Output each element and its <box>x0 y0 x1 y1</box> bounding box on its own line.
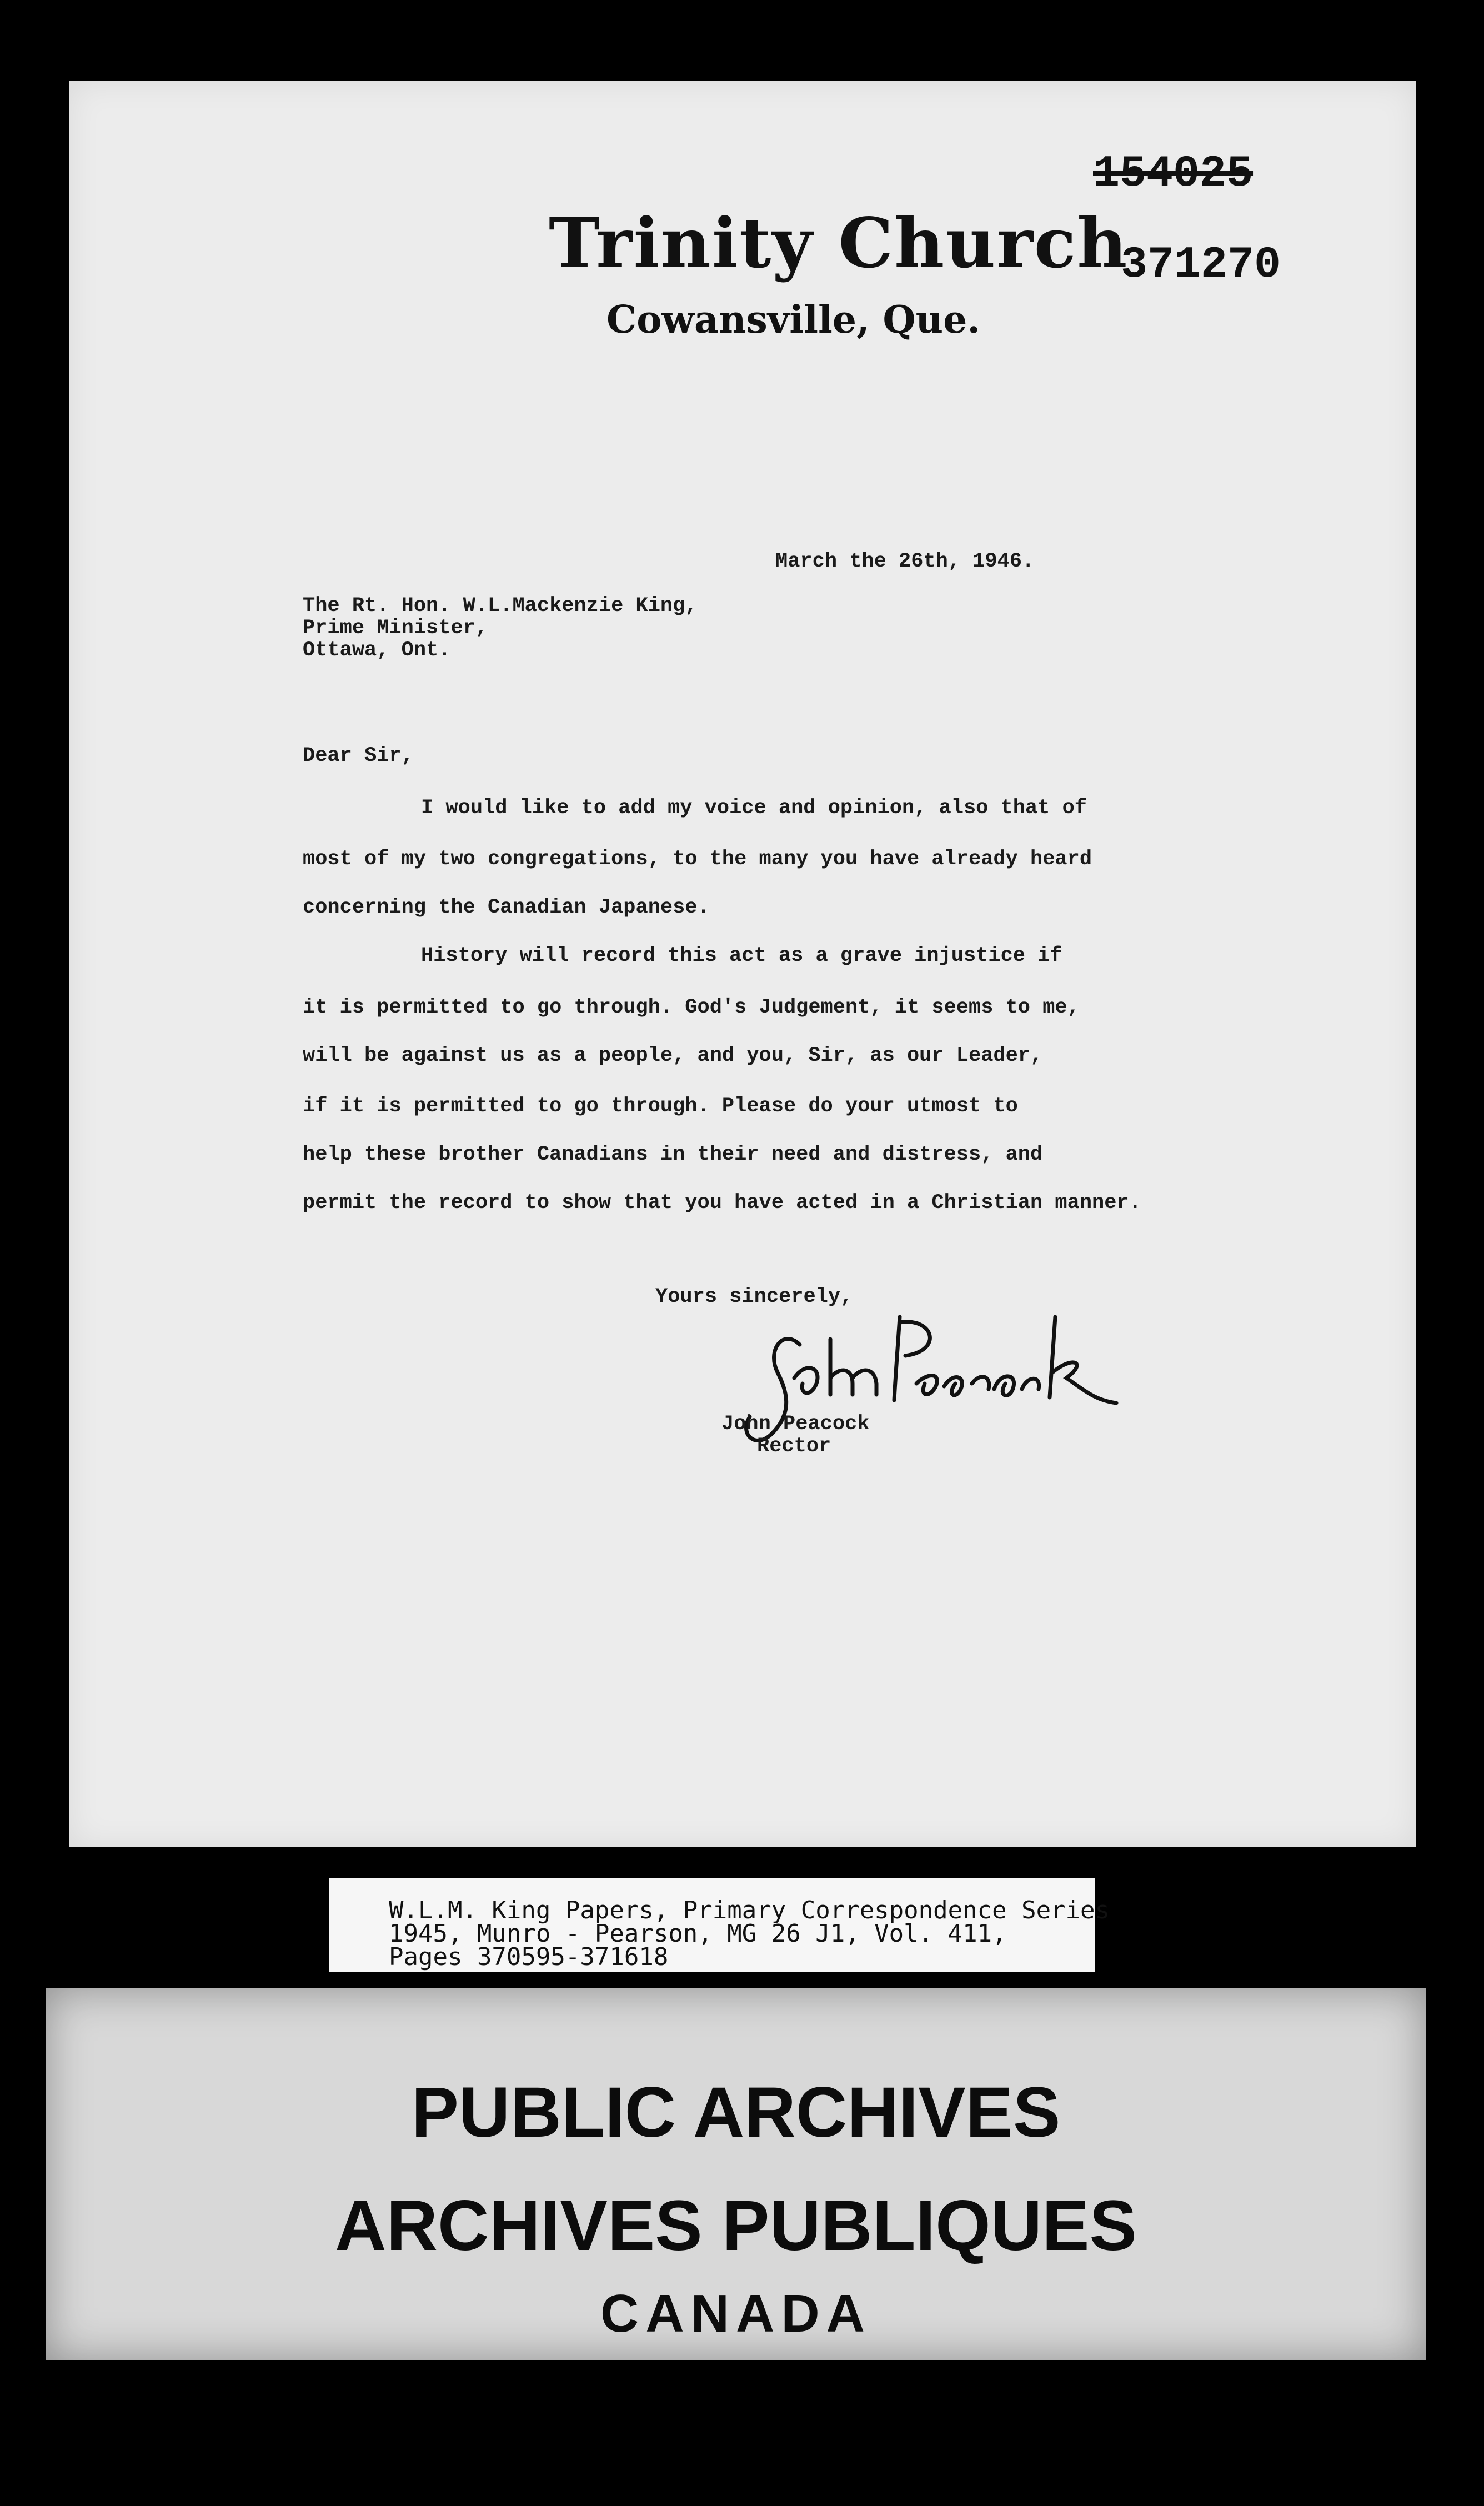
signer-title: Rector <box>757 1435 831 1458</box>
body-line: I would like to add my voice and opinion, also that of <box>421 796 1087 820</box>
letterhead-church-name: Trinity Church <box>549 203 1129 284</box>
body-line: most of my two congregations, to the many you have already heard <box>303 848 1092 871</box>
archives-stamp <box>46 1988 1426 2360</box>
letter-page <box>69 81 1416 1847</box>
stamp-line-country: CANADA <box>600 2284 871 2343</box>
body-line: History will record this act as a grave injustice if <box>421 944 1062 968</box>
signer-name: John Peacock <box>721 1412 870 1436</box>
stamp-line-french: ARCHIVES PUBLIQUES <box>335 2186 1137 2266</box>
body-line: concerning the Canadian Japanese. <box>303 896 710 919</box>
recipient-line: The Rt. Hon. W.L.Mackenzie King, <box>303 594 698 618</box>
letterhead-location: Cowansville, Que. <box>606 298 981 342</box>
salutation: Dear Sir, <box>303 744 414 768</box>
body-line: will be against us as a people, and you, Sir, as our Leader, <box>303 1044 1043 1067</box>
body-line: permit the record to show that you have acted in a Christian manner. <box>303 1191 1141 1215</box>
new-reference-number: 371270 <box>1121 240 1281 290</box>
stamp-line-english: PUBLIC ARCHIVES <box>411 2073 1061 2152</box>
archive-label-line: Pages 370595-371618 <box>389 1943 669 1971</box>
letter-date: March the 26th, 1946. <box>775 550 1035 573</box>
body-line: it is permitted to go through. God's Judgement, it seems to me, <box>303 996 1080 1019</box>
body-line: help these brother Canadians in their need and distress, and <box>303 1143 1043 1166</box>
archive-label-line: W.L.M. King Papers, Primary Correspondence Series <box>389 1896 1110 1924</box>
body-line: if it is permitted to go through. Please do your utmost to <box>303 1095 1018 1118</box>
recipient-line: Ottawa, Ont. <box>303 639 451 662</box>
old-reference-number: 154025 <box>1093 149 1254 199</box>
recipient-line: Prime Minister, <box>303 617 488 640</box>
archive-label-line: 1945, Munro - Pearson, MG 26 J1, Vol. 411, <box>389 1919 1007 1948</box>
closing: Yours sincerely, <box>655 1285 853 1309</box>
